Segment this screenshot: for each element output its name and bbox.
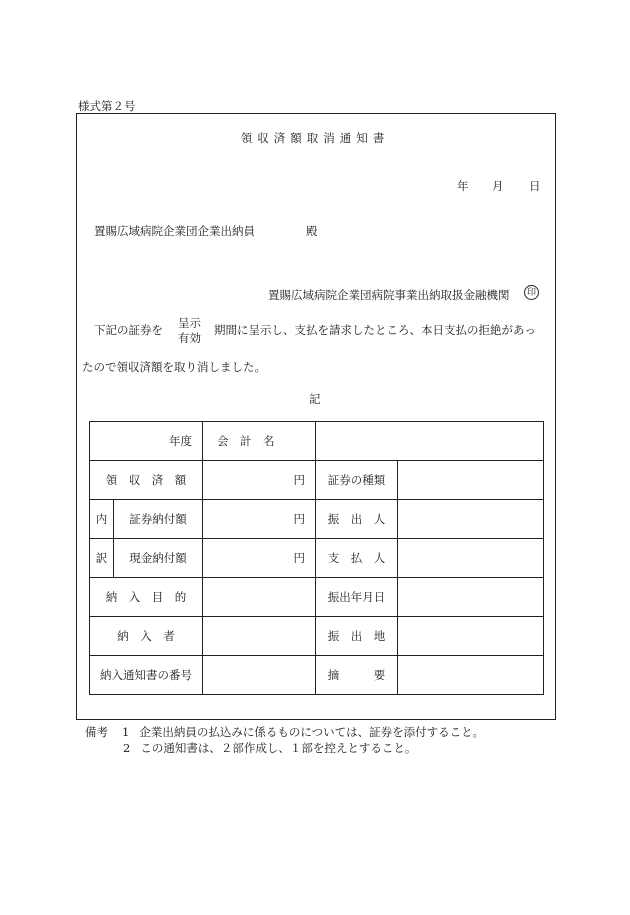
security-type-label: 証券の種類 <box>316 461 398 500</box>
note-line-2 <box>85 740 484 756</box>
account-name-value[interactable] <box>316 422 544 461</box>
cash-payment-label: 現金納付額 <box>114 539 203 578</box>
body-text-continued: たので領収済額を取り消しました。 <box>82 360 266 374</box>
payment-purpose-value[interactable] <box>203 578 316 617</box>
notes-label: 備考 <box>85 725 108 739</box>
table-row <box>90 539 544 578</box>
page-title: 領収済額取消通知書 <box>240 131 390 145</box>
account-name-label: 会 計 名 <box>203 422 316 461</box>
security-payment-label: 証券納付額 <box>114 500 203 539</box>
date-day-label: 日 <box>529 179 541 193</box>
security-type-value[interactable] <box>398 461 544 500</box>
addressee-honorific: 殿 <box>306 224 318 238</box>
received-amount-label: 領 収 済 額 <box>90 461 203 500</box>
seal-mark: 印 <box>524 285 539 300</box>
table-row <box>90 422 544 461</box>
cash-payment-yen[interactable]: 円 <box>203 539 316 578</box>
payer-value[interactable] <box>398 539 544 578</box>
date-month-label: 月 <box>492 179 504 193</box>
note-text-2: この通知書は、２部作成し、１部を控えとすること。 <box>140 741 417 755</box>
table-row <box>90 578 544 617</box>
received-amount-yen[interactable]: 円 <box>203 461 316 500</box>
issue-place-label: 振 出 地 <box>316 617 398 656</box>
payer-name-label: 納 入 者 <box>90 617 203 656</box>
breakdown-label-top: 内 <box>90 500 114 539</box>
table-row <box>90 461 544 500</box>
payer-label: 支 払 人 <box>316 539 398 578</box>
notice-number-value[interactable] <box>203 656 316 695</box>
fiscal-year-label: 年度 <box>90 422 203 461</box>
details-table <box>89 421 544 695</box>
date-year-label: 年 <box>457 179 469 193</box>
note-line-1 <box>85 724 484 740</box>
remarks-label: 摘 要 <box>316 656 398 695</box>
option-valid: 有効 <box>178 331 201 345</box>
drawer-label: 振 出 人 <box>316 500 398 539</box>
table-row <box>90 617 544 656</box>
option-present: 呈示 <box>178 316 201 330</box>
ki-heading: 記 <box>309 392 321 406</box>
issue-date-value[interactable] <box>398 578 544 617</box>
payer-name-value[interactable] <box>203 617 316 656</box>
drawer-value[interactable] <box>398 500 544 539</box>
payment-purpose-label: 納 入 目 的 <box>90 578 203 617</box>
issue-place-value[interactable] <box>398 617 544 656</box>
breakdown-label-bottom: 訳 <box>90 539 114 578</box>
note-number-1: 1 <box>122 725 130 739</box>
remarks-value[interactable] <box>398 656 544 695</box>
issuer-name: 置賜広域病院企業団病院事業出納取扱金融機関 <box>268 288 510 302</box>
issue-date-label: 振出年月日 <box>316 578 398 617</box>
notes <box>85 724 484 756</box>
table-row <box>90 500 544 539</box>
addressee-name: 置賜広域病院企業団企業出納員 <box>94 224 255 238</box>
table-row <box>90 656 544 695</box>
security-payment-yen[interactable]: 円 <box>203 500 316 539</box>
body-text-post: 期間に呈示し、支払を請求したところ、本日支払の拒絶があっ <box>214 323 536 337</box>
notice-number-label: 納入通知書の番号 <box>90 656 203 695</box>
note-number-2: 2 <box>123 741 131 755</box>
note-text-1: 企業出納員の払込みに係るものについては、証券を添付すること。 <box>139 725 485 739</box>
body-text-pre: 下記の証券を <box>94 323 163 337</box>
form-label: 様式第２号 <box>78 99 136 113</box>
